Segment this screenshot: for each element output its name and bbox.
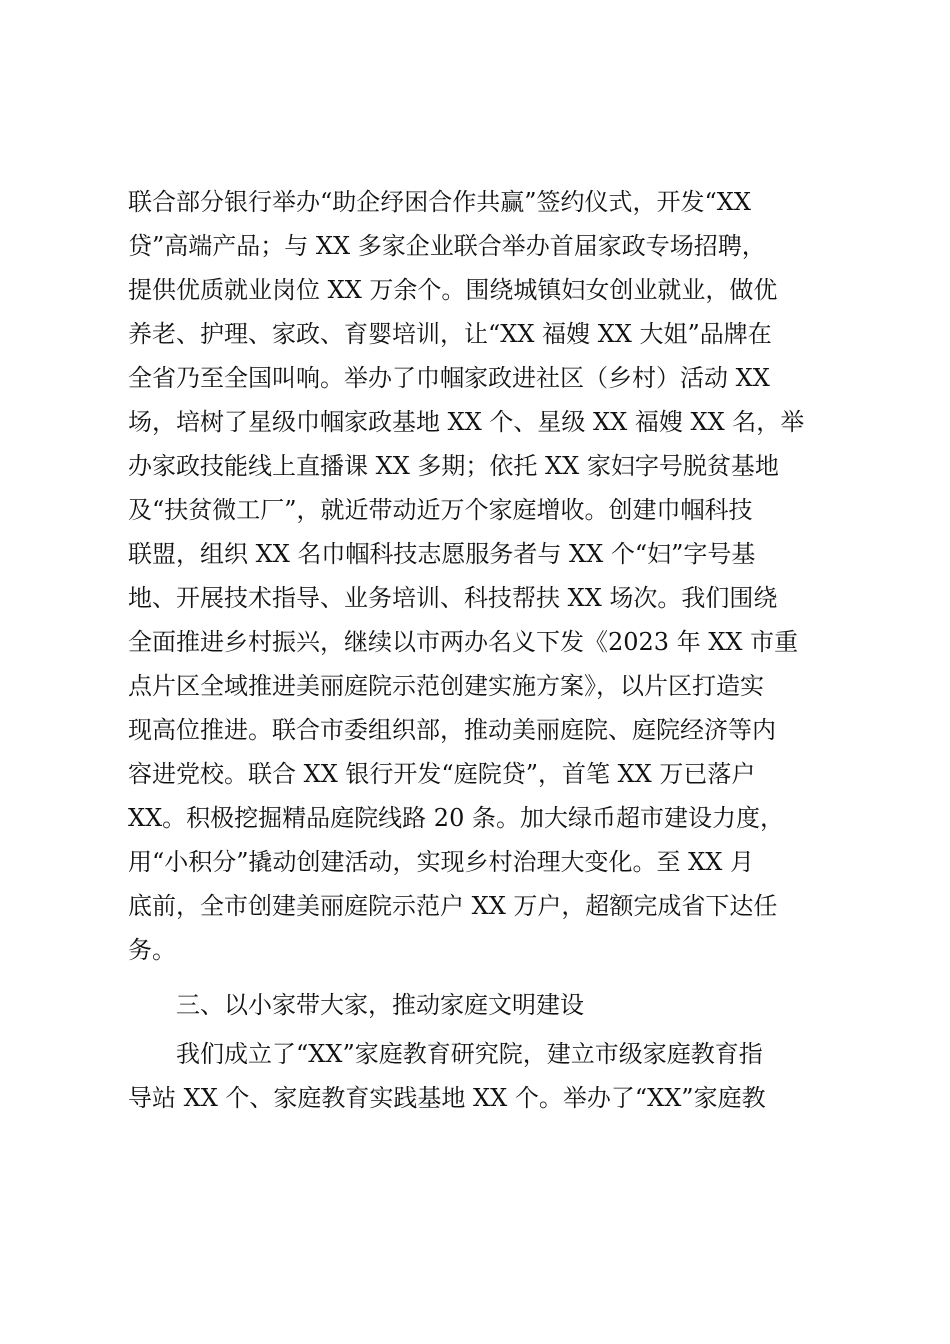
text-line: 导站 XX 个、家庭教育实践基地 XX 个。举办了“XX”家庭教 bbox=[128, 1084, 766, 1112]
text-line: 及“扶贫微工厂”，就近带动近万个家庭增收。创建巾帼科技 bbox=[128, 496, 753, 524]
text-line: XX。积极挖掘精品庭院线路 20 条。加大绿币超市建设力度， bbox=[128, 804, 784, 832]
text-line: 养老、护理、家政、育婴培训，让“XX 福嫂 XX 大姐”品牌在 bbox=[128, 320, 772, 348]
text-line: 联合部分银行举办“助企纾困合作共赢”签约仪式，开发“XX bbox=[128, 188, 751, 216]
text-line: 我们成立了“XX”家庭教育研究院，建立市级家庭教育指 bbox=[176, 1040, 763, 1068]
document-body bbox=[128, 180, 834, 1120]
text-line: 全面推进乡村振兴，继续以市两办名义下发《2023 年 XX 市重 bbox=[128, 628, 799, 656]
text-line: 底前，全市创建美丽庭院示范户 XX 万户，超额完成省下达任 bbox=[128, 892, 778, 920]
text-line: 全省乃至全国叫响。举办了巾帼家政进社区（乡村）活动 XX bbox=[128, 364, 770, 392]
paragraph-family-education bbox=[128, 1032, 834, 1120]
paragraph-continued bbox=[128, 180, 834, 972]
text-line: 办家政技能线上直播课 XX 多期；依托 XX 家妇字号脱贫基地 bbox=[128, 452, 779, 480]
text-line: 用“小积分”撬动创建活动，实现乡村治理大变化。至 XX 月 bbox=[128, 848, 754, 876]
text-line: 地、开展技术指导、业务培训、科技帮扶 XX 场次。我们围绕 bbox=[128, 584, 778, 612]
text-line: 贷”高端产品；与 XX 多家企业联合举办首届家政专场招聘， bbox=[128, 232, 766, 260]
text-line: 务。 bbox=[128, 936, 176, 964]
text-line: 点片区全域推进美丽庭院示范创建实施方案》，以片区打造实 bbox=[128, 672, 764, 700]
text-line: 场，培树了星级巾帼家政基地 XX 个、星级 XX 福嫂 XX 名，举 bbox=[128, 408, 805, 436]
text-line: 提供优质就业岗位 XX 万余个。围绕城镇妇女创业就业，做优 bbox=[128, 276, 778, 304]
text-line: 现高位推进。联合市委组织部，推动美丽庭院、庭院经济等内 bbox=[128, 716, 776, 744]
text-line: 联盟，组织 XX 名巾帼科技志愿服务者与 XX 个“妇”字号基 bbox=[128, 540, 756, 568]
text-line: 容进党校。联合 XX 银行开发“庭院贷”，首笔 XX 万已落户 bbox=[128, 760, 756, 788]
section-heading: 三、以小家带大家，推动家庭文明建设 bbox=[176, 991, 584, 1019]
